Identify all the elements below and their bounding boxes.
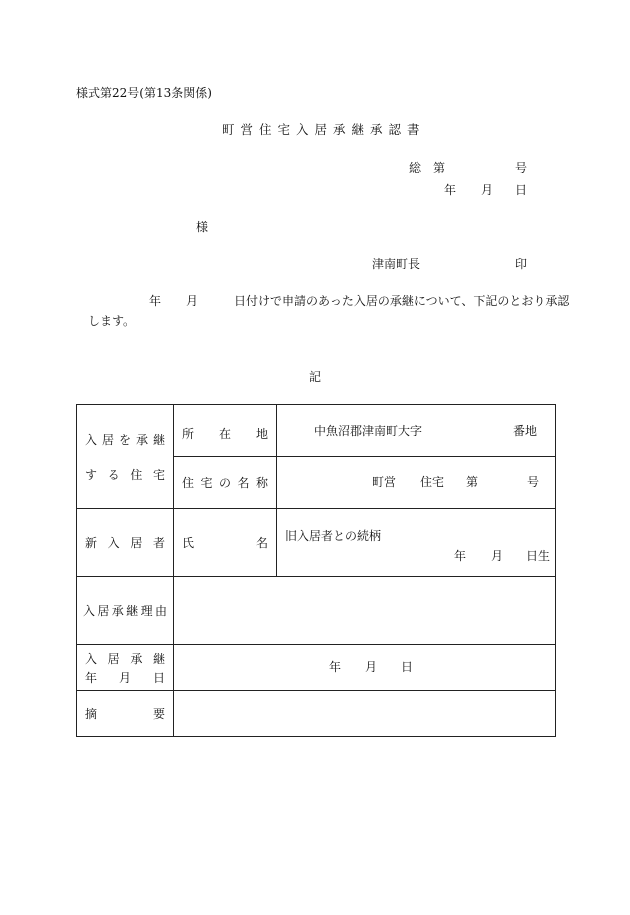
date-label-line-1 xyxy=(77,650,173,667)
date-label-cell xyxy=(77,645,174,691)
label-char: 在 xyxy=(218,427,231,441)
location-value-cell xyxy=(277,405,556,457)
house-name-value-cell xyxy=(277,457,556,509)
reason-value-cell[interactable] xyxy=(174,577,556,645)
label-char: 月 xyxy=(118,670,131,685)
label-char: 由 xyxy=(154,604,167,618)
form-number: 様式第22号(第13条関係) xyxy=(76,86,212,100)
label-char: 摘 xyxy=(85,707,98,721)
label-char: 氏 xyxy=(182,536,195,550)
label-char: 継 xyxy=(152,651,165,666)
house-jutaku: 住宅 xyxy=(420,474,445,489)
label-char: 宅 xyxy=(200,476,213,490)
house-label-line-1 xyxy=(77,431,173,448)
house-gou: 号 xyxy=(527,474,540,489)
location-banchi: 番地 xyxy=(513,424,538,438)
location-label xyxy=(174,425,276,442)
label-char: 者 xyxy=(152,536,165,550)
label-char: 住 xyxy=(130,467,143,482)
label-char: 入 xyxy=(85,651,98,666)
label-char: す xyxy=(85,467,98,482)
doc-number-prefix: 総 xyxy=(409,161,422,175)
date-label-line-2 xyxy=(77,669,173,686)
label-char: 名 xyxy=(237,476,250,490)
label-char: 居 xyxy=(107,651,120,666)
remarks-label xyxy=(77,705,173,722)
label-char: 承 xyxy=(111,604,124,618)
label-char: 年 xyxy=(85,670,98,685)
label-char: 居 xyxy=(101,432,114,447)
label-char: 居 xyxy=(97,604,110,618)
new-tenant-label xyxy=(77,534,173,551)
label-char: を xyxy=(118,432,131,447)
ki-heading: 記 xyxy=(309,370,322,384)
body-month: 月 xyxy=(186,294,199,308)
document-title: 町営住宅入居承継承認書 xyxy=(222,122,426,137)
table-row-location xyxy=(77,405,556,457)
doc-number-gou: 号 xyxy=(515,161,528,175)
table-row-reason xyxy=(77,577,556,645)
location-value: 中魚沼郡津南町大字 xyxy=(314,424,423,438)
birth-month: 月 xyxy=(491,549,504,563)
label-char: 新 xyxy=(85,536,98,550)
table-row-date xyxy=(77,645,556,691)
house-dai: 第 xyxy=(466,474,479,489)
name-label-cell xyxy=(174,509,277,577)
table-row-new-tenant xyxy=(77,509,556,577)
label-char: 承 xyxy=(135,432,148,447)
birth-year: 年 xyxy=(454,549,467,563)
reason-label xyxy=(77,602,173,619)
date-value-cell[interactable] xyxy=(174,645,556,691)
label-char: 承 xyxy=(130,651,143,666)
location-label-cell xyxy=(174,405,277,457)
house-label-line-2 xyxy=(77,466,173,483)
issuer-seal: 印 xyxy=(515,257,528,271)
issue-date-month: 月 xyxy=(481,183,494,197)
label-char: 所 xyxy=(182,427,195,441)
addressee-sama: 様 xyxy=(196,220,209,234)
new-tenant-value-cell xyxy=(277,509,556,577)
remarks-label-cell xyxy=(77,691,174,737)
body-line-1: 日付けで申請のあった入居の承継について、下記のとおり承認 xyxy=(234,294,570,308)
house-chouei: 町営 xyxy=(372,474,397,489)
label-char: 住 xyxy=(182,476,195,490)
date-year: 年 xyxy=(329,659,342,674)
name-label xyxy=(174,534,276,551)
date-day: 日 xyxy=(401,659,414,674)
body-line-2: します。 xyxy=(88,314,136,328)
label-char: 理 xyxy=(140,604,153,618)
label-char: の xyxy=(218,476,231,490)
label-char: 地 xyxy=(255,427,268,441)
issue-date-day: 日 xyxy=(515,183,528,197)
label-char: る xyxy=(107,467,120,482)
house-name-label xyxy=(174,474,276,491)
issue-date-year: 年 xyxy=(444,183,457,197)
label-char: 継 xyxy=(126,604,139,618)
approval-table xyxy=(76,404,556,737)
label-char: 居 xyxy=(130,536,143,550)
label-char: 入 xyxy=(85,432,98,447)
doc-number-dai: 第 xyxy=(433,161,446,175)
label-char: 継 xyxy=(152,432,165,447)
house-label-cell xyxy=(77,405,174,509)
table-row-remarks xyxy=(77,691,556,737)
remarks-value-cell[interactable] xyxy=(174,691,556,737)
house-name-label-cell xyxy=(174,457,277,509)
issuer-name: 津南町長 xyxy=(372,257,421,271)
date-month: 月 xyxy=(365,659,378,674)
label-char: 名 xyxy=(255,536,268,550)
birth-day: 日生 xyxy=(526,549,551,563)
label-char: 称 xyxy=(255,476,268,490)
reason-label-cell xyxy=(77,577,174,645)
label-char: 宅 xyxy=(152,467,165,482)
label-char: 日 xyxy=(152,670,165,685)
relation-label: 旧入居者との続柄 xyxy=(285,529,382,543)
label-char: 入 xyxy=(83,604,96,618)
label-char: 入 xyxy=(107,536,120,550)
new-tenant-label-cell xyxy=(77,509,174,577)
label-char: 要 xyxy=(152,707,165,721)
body-year: 年 xyxy=(149,294,162,308)
